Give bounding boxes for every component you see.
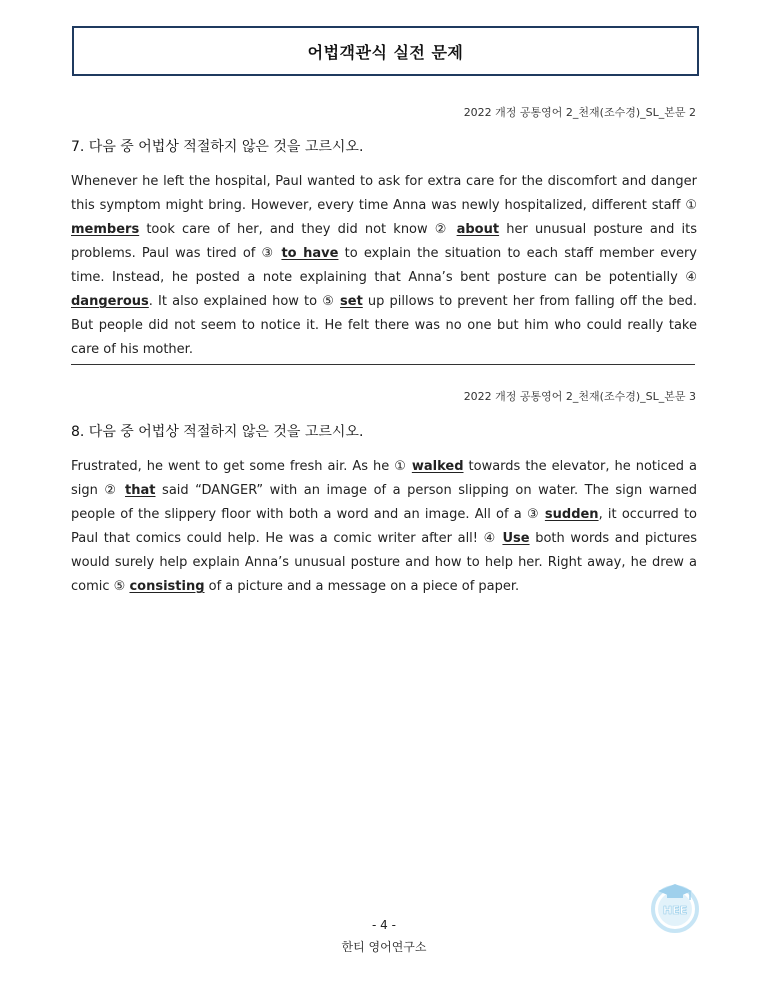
q7-option-1: members (71, 222, 140, 237)
logo-text: HEE (662, 904, 688, 917)
q7-text-1: Whenever he left the hospital, Paul wanted to ask for extra care for the discomfort and danger this symptom might bring. However, every time Anna was newly hospitalized, different staff ① (71, 174, 697, 213)
q8-text-1: Frustrated, he went to get some fresh air. As he ① (71, 459, 412, 474)
header-title-box (72, 26, 699, 76)
q8-text-6: of a picture and a message on a piece of paper. (204, 579, 520, 594)
q8-option-3: sudden (544, 507, 599, 522)
q7-option-4: dangerous (71, 294, 149, 309)
q8-text-3: said “DANGER” with an image of a person slipping on water. The sign warned people of the slippery floor with both a word and an image. All of a ③ (71, 483, 698, 522)
q8-option-4: Use (502, 531, 530, 546)
q8-text-2: towards the elevator, he noticed a sign ② (71, 459, 698, 498)
q7-option-3: to have (281, 246, 339, 261)
q8-source: 2022 개정 공통영어 2_천재(조수경)_SL_본문 3 (463, 390, 696, 403)
q7-text-2: took care of her, and they did not know ② (139, 222, 457, 237)
q7-passage (71, 170, 697, 362)
q8-option-1: walked (411, 459, 464, 474)
section-divider (71, 364, 695, 365)
page-number: - 4 - (372, 918, 396, 932)
q7-option-5: set (340, 294, 363, 309)
q8-text-5: both words and pictures would surely help explain Anna’s unusual posture and how to help her. Right away, he drew a comic ⑤ (71, 531, 698, 594)
page-title: 어법객관식 실전 문제 (307, 42, 464, 62)
q8-title: 8. 다음 중 어법상 적절하지 않은 것을 고르시오. (71, 424, 364, 440)
footer-org: 한티 영어연구소 (341, 940, 427, 954)
q8-option-2: that (125, 483, 156, 498)
q7-title: 7. 다음 중 어법상 적절하지 않은 것을 고르시오. (71, 139, 364, 155)
q7-text-4: to explain the situation to each staff member every time. Instead, he posted a note explaining that Anna’s bent posture can be potentially ④ (71, 246, 697, 285)
q8-text-4: , it occurred to Paul that comics could help. He was a comic writer after all! ④ (71, 507, 698, 546)
q8-passage (71, 455, 697, 599)
q7-text-6: up pillows to prevent her from falling off the bed. But people did not seem to notice it. He felt there was no one but him who could really take care of his mother. (71, 294, 698, 357)
q8-option-5: consisting (129, 579, 205, 594)
q7-text-3: her unusual posture and its problems. Paul was tired of ③ (71, 222, 697, 261)
q7-text-5: . It also explained how to ⑤ (148, 294, 341, 309)
q7-source: 2022 개정 공통영어 2_천재(조수경)_SL_본문 2 (463, 106, 696, 119)
q7-option-2: about (456, 222, 500, 237)
